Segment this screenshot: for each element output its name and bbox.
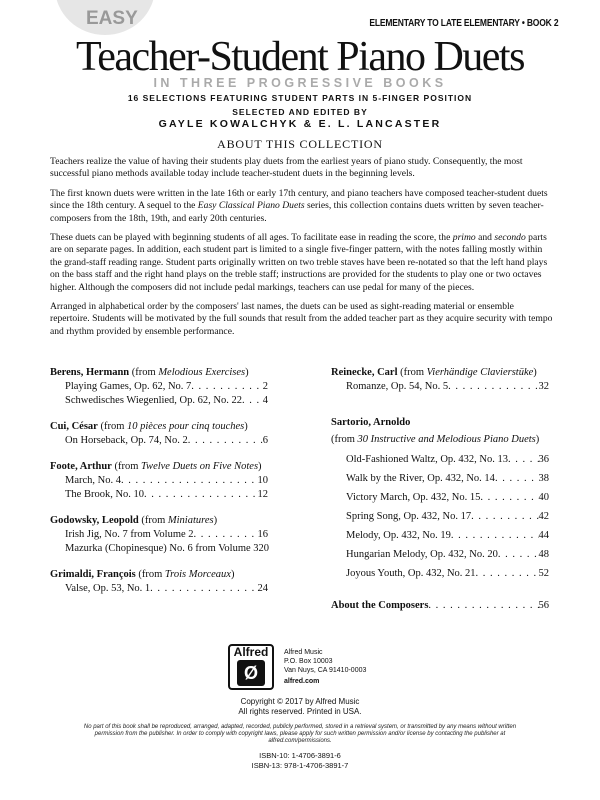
- toc-left-column: [50, 366, 268, 608]
- composer-name: Sartorio, Arnoldo: [331, 417, 411, 428]
- piece-title: Melody, Op. 432, No. 19: [346, 530, 451, 541]
- piece-title: Joyous Youth, Op. 432, No. 21: [346, 568, 476, 579]
- page-number: 10: [257, 475, 268, 486]
- text: ): [535, 434, 540, 445]
- isbn-10: ISBN-10: 1-4706-3891-6: [259, 751, 341, 760]
- composer-heading: [331, 416, 549, 430]
- copyright-line: Copyright © 2017 by Alfred Music: [240, 697, 360, 706]
- publisher-name: Alfred Music: [284, 649, 323, 656]
- piece-title: Schwedisches Wiegenlied, Op. 62, No. 22: [65, 395, 242, 406]
- composer-name: Grimaldi, François: [50, 569, 136, 580]
- paragraph: Arranged in alphabetical order by the composers' last names, the duets can be used as sight-reading material or ensemble repertoire. Students will be motivated by the full sounds that result from the added teacher part as they acquire security with tempo and rhythm provided by ensemble performance.: [50, 301, 553, 337]
- logo-mark: Ø: [237, 660, 265, 686]
- text: and: [475, 232, 495, 244]
- page-number: 44: [538, 530, 549, 541]
- logo-text: Alfred: [233, 645, 269, 659]
- piece-title: On Horseback, Op. 74, No. 2: [65, 435, 188, 446]
- toc-group: [50, 514, 268, 556]
- page-number: 38: [538, 473, 549, 484]
- rights-line: All rights reserved. Printed in USA.: [238, 707, 362, 716]
- publisher-address: [284, 648, 366, 686]
- page-number: 40: [538, 492, 549, 503]
- page-number: 2: [262, 381, 268, 392]
- po-box: P.O. Box 10003: [284, 658, 333, 665]
- isbn-13: ISBN-13: 978-1-4706-3891-7: [251, 761, 349, 770]
- level-label: ELEMENTARY TO LATE ELEMENTARY • BOOK 2: [368, 18, 558, 29]
- page-number: 12: [257, 489, 268, 500]
- page-number: 4: [262, 395, 268, 406]
- composer-heading: Cui, César (from 10 pièces pour cinq touches): [50, 421, 248, 432]
- about-text: [50, 156, 555, 345]
- toc-group: [50, 568, 268, 596]
- source-title: Twelve Duets on Five Notes: [141, 461, 259, 472]
- toc-group: [331, 366, 549, 394]
- toc-group: [50, 460, 268, 502]
- book-title: Teacher-Student Piano Duets: [76, 34, 524, 80]
- piece-title: March, No. 4: [65, 475, 121, 486]
- page-number: 20: [258, 543, 270, 554]
- copyright: [0, 697, 600, 717]
- source-title: 30 Instructive and Melodious Piano Duets: [357, 434, 536, 445]
- composer-heading: Reinecke, Carl (from Vierhändige Clavierstüke): [331, 367, 537, 378]
- toc-group: [50, 420, 268, 448]
- composer-name: Reinecke, Carl: [331, 367, 398, 378]
- source-title: Trois Morceaux: [164, 569, 231, 580]
- source-line: [331, 433, 549, 447]
- subtitle: IN THREE PROGRESSIVE BOOKS: [153, 76, 447, 90]
- piece-title: Victory March, Op. 432, No. 15: [346, 492, 481, 503]
- legal-text: No part of this book shall be reproduced, arranged, adapted, recorded, publicly performed, stored in a retrieval system, or transmitted by any means without written permission from the publisher. In order to comply with copyright laws, please apply for such written permission and/or license by contacting the publisher at alfred.com/permissions.: [83, 724, 517, 744]
- composer-heading: Berens, Hermann (from Melodious Exercises): [50, 367, 249, 378]
- entry-title: About the Composers: [331, 600, 429, 611]
- piece-title: The Brook, No. 10: [65, 489, 145, 500]
- term: secondo: [494, 232, 526, 244]
- source-title: Vierhändige Clavierstüke: [426, 367, 534, 378]
- toc-entry[interactable]: [50, 434, 268, 448]
- composer-name: Foote, Arthur: [50, 461, 112, 472]
- composer-heading: Godowsky, Leopold (from Miniatures): [50, 515, 218, 526]
- composer-heading: Grimaldi, François (from Trois Morceaux): [50, 569, 235, 580]
- series-title: Easy Classical Piano Duets: [197, 200, 305, 212]
- term: primo: [452, 232, 476, 244]
- page-number: 52: [538, 568, 549, 579]
- page-number: 24: [257, 583, 268, 594]
- toc-entry[interactable]: [50, 542, 268, 556]
- paragraph: Teachers realize the value of having their students play duets from the earliest years of piano study. Consequently, the most successful piano methods available today include teacher-student duets in the beginning levels.: [50, 156, 523, 180]
- text: The first known duets were written in the late 16th or early 17th century, and piano teachers have composed teacher-student duets since the 18th century. A sequel to the: [50, 187, 548, 212]
- source-title: 10 pièces pour cinq touches: [127, 421, 245, 432]
- toc-entry-about-composers[interactable]: [331, 599, 549, 613]
- edited-by-line: SELECTED AND EDITED BY: [232, 107, 368, 117]
- source-title: Melodious Exercises: [158, 367, 246, 378]
- selections-line: 16 SELECTIONS FEATURING STUDENT PARTS IN 5-FINGER POSITION: [127, 93, 473, 103]
- toc-entry[interactable]: [331, 507, 549, 526]
- toc-entry[interactable]: [331, 526, 549, 545]
- page-number: 6: [262, 435, 268, 446]
- page-number: 48: [538, 549, 549, 560]
- text: parts are on separate pages. In addition, each student part is limited to a single five-finger pattern, with the notes falling mostly within the grand-staff reading range. Student parts originally written on two treble staves have been re-notated so that the left hand plays on the bass staff and the right hand plays on the treble staff; instructions are provided for the students to play one or two octaves higher. Although the composers did not include pedal markings, teachers can use pedal for many of the pieces.: [50, 232, 548, 293]
- text: These duets can be played with beginning students of all ages. To facilitate ease in reading the score, the: [50, 232, 453, 244]
- isbn: [0, 751, 600, 771]
- toc-entry[interactable]: [331, 488, 549, 507]
- composer-name: Berens, Hermann: [50, 367, 130, 378]
- website-link[interactable]: alfred.com: [284, 678, 320, 685]
- toc-entry[interactable]: [50, 488, 268, 502]
- text: (from: [331, 434, 358, 445]
- source-title: Miniatures: [167, 515, 214, 526]
- toc-entry[interactable]: [331, 545, 549, 564]
- page-number: 32: [538, 381, 549, 392]
- piece-title: Old-Fashioned Waltz, Op. 432, No. 13: [346, 454, 508, 465]
- piece-title: Romanze, Op. 54, No. 5: [346, 381, 449, 392]
- paragraph: [50, 232, 555, 294]
- composer-name: Cui, César: [50, 421, 98, 432]
- legal-notice: [0, 724, 600, 745]
- page-number: 42: [538, 511, 549, 522]
- piece-title: Valse, Op. 53, No. 1: [65, 583, 151, 594]
- toc-group: [50, 366, 268, 408]
- editors: GAYLE KOWALCHYK & E. L. LANCASTER: [158, 118, 442, 130]
- piece-title: Irish Jig, No. 7 from Volume 2: [65, 529, 194, 540]
- toc-entry[interactable]: [331, 469, 549, 488]
- toc-entry[interactable]: [331, 380, 549, 394]
- toc-right-column: [331, 366, 549, 613]
- city: Van Nuys, CA 91410-0003: [284, 667, 367, 674]
- piece-title: Hungarian Melody, Op. 432, No. 20: [346, 549, 498, 560]
- easy-badge: EASY: [86, 8, 138, 29]
- toc-entry[interactable]: [331, 450, 549, 469]
- page-number: 36: [538, 454, 549, 465]
- toc-entry[interactable]: [50, 582, 268, 596]
- alfred-logo: [228, 644, 274, 690]
- toc-entry[interactable]: [50, 394, 268, 408]
- toc-entries: [331, 450, 549, 583]
- toc-entry[interactable]: [50, 380, 268, 394]
- text: series, this collection contains duets written by seven teacher-composers from the 18th, 19th, and early 20th centuries.: [50, 200, 544, 224]
- toc-entry[interactable]: [50, 474, 268, 488]
- about-heading: ABOUT THIS COLLECTION: [217, 137, 383, 151]
- piece-title: Mazurka (Chopinesque) No. 6 from Volume 3: [65, 543, 259, 554]
- toc-entry[interactable]: [331, 564, 549, 583]
- page-number: 16: [257, 529, 268, 540]
- piece-title: Walk by the River, Op. 432, No. 14: [346, 473, 495, 484]
- piece-title: Spring Song, Op. 432, No. 17: [346, 511, 472, 522]
- toc-entry[interactable]: [50, 528, 268, 542]
- page-number: 56: [538, 600, 549, 611]
- piece-title: Playing Games, Op. 62, No. 7: [65, 381, 192, 392]
- composer-heading: Foote, Arthur (from Twelve Duets on Five Notes): [50, 461, 262, 472]
- toc-group: [331, 416, 549, 583]
- paragraph: [50, 188, 555, 225]
- composer-name: Godowsky, Leopold: [50, 515, 139, 526]
